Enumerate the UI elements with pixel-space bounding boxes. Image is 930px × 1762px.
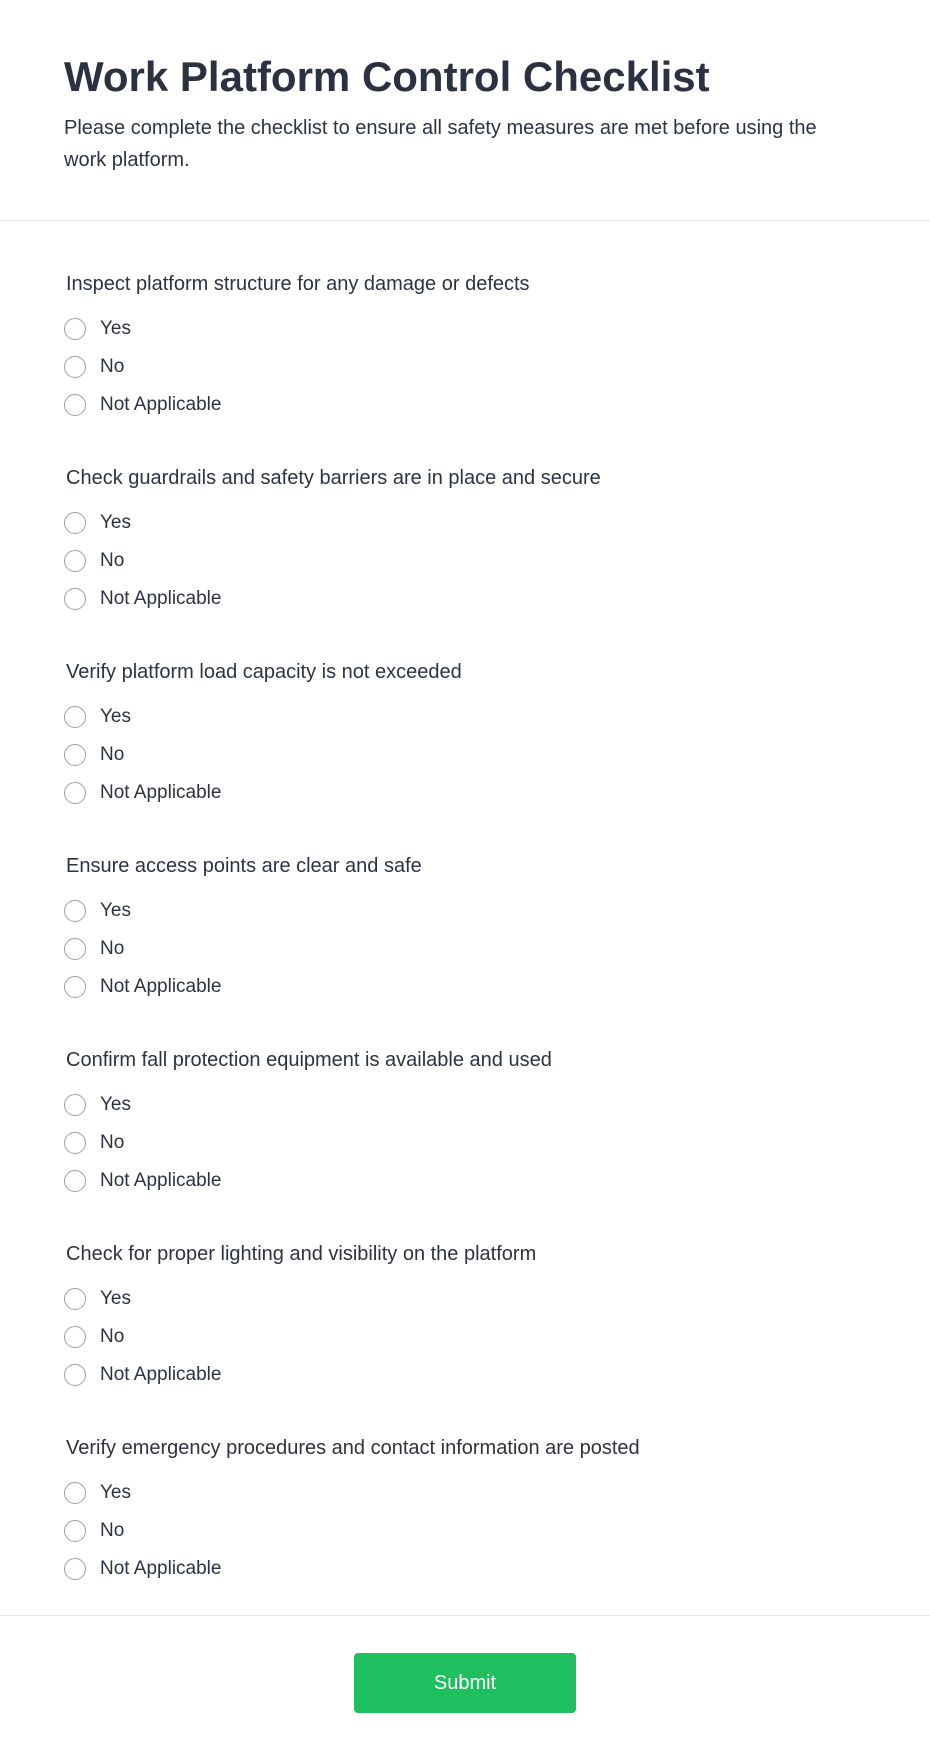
radio-option[interactable] [64,968,864,1006]
radio-option[interactable] [64,1086,864,1124]
radio-button[interactable] [64,1132,86,1154]
radio-option[interactable] [64,1474,864,1512]
radio-button[interactable] [64,588,86,610]
radio-option[interactable] [64,1512,864,1550]
radio-option-label: No [100,1326,125,1347]
radio-button[interactable] [64,1558,86,1580]
radio-option-label: Yes [100,1482,131,1503]
radio-button[interactable] [64,1326,86,1348]
radio-option[interactable] [64,1124,864,1162]
radio-option-label: Not Applicable [100,1364,222,1385]
question-label: Check for proper lighting and visibility on the platform [66,1243,537,1265]
radio-option-label: No [100,550,125,571]
radio-option[interactable] [64,386,864,424]
form-footer [0,1653,930,1713]
radio-button[interactable] [64,1482,86,1504]
radio-option[interactable] [64,1280,864,1318]
radio-option-label: Not Applicable [100,782,222,803]
checklist-question [64,1432,864,1626]
radio-option[interactable] [64,892,864,930]
radio-option[interactable] [64,698,864,736]
radio-button[interactable] [64,1364,86,1386]
radio-option[interactable] [64,736,864,774]
radio-option[interactable] [64,774,864,812]
radio-option-label: No [100,1132,125,1153]
question-label: Check guardrails and safety barriers are in place and secure [66,467,601,489]
radio-button[interactable] [64,900,86,922]
radio-option-label: Not Applicable [100,976,222,997]
checklist-question [64,268,864,462]
radio-option-label: Not Applicable [100,394,222,415]
checklist-questions [64,268,864,1626]
checklist-question [64,656,864,850]
form-header [0,0,930,170]
radio-button[interactable] [64,1520,86,1542]
radio-option[interactable] [64,348,864,386]
radio-option-label: No [100,938,125,959]
radio-option-label: Yes [100,512,131,533]
question-label: Verify emergency procedures and contact information are posted [66,1437,640,1459]
radio-option-label: Yes [100,900,131,921]
radio-option-label: Not Applicable [100,1558,222,1579]
radio-option[interactable] [64,310,864,348]
radio-button[interactable] [64,782,86,804]
page-title: Work Platform Control Checklist [64,53,710,100]
question-label: Inspect platform structure for any damage or defects [66,273,530,295]
radio-option-label: Not Applicable [100,588,222,609]
radio-option-label: Yes [100,1094,131,1115]
submit-button[interactable]: Submit [354,1653,576,1713]
radio-option-label: Yes [100,706,131,727]
header-divider [0,220,930,221]
radio-option[interactable] [64,1550,864,1588]
radio-option-label: Yes [100,1288,131,1309]
radio-button[interactable] [64,512,86,534]
radio-option[interactable] [64,542,864,580]
radio-option-label: Yes [100,318,131,339]
page-subtitle: Please complete the checklist to ensure all safety measures are met before using the work platform. [64,117,817,171]
radio-option-label: No [100,356,125,377]
radio-option[interactable] [64,1318,864,1356]
radio-button[interactable] [64,938,86,960]
radio-option[interactable] [64,504,864,542]
radio-button[interactable] [64,706,86,728]
radio-button[interactable] [64,1288,86,1310]
checklist-question [64,850,864,1044]
radio-button[interactable] [64,744,86,766]
checklist-question [64,1044,864,1238]
radio-button[interactable] [64,394,86,416]
checklist-question [64,1238,864,1432]
radio-button[interactable] [64,550,86,572]
radio-option[interactable] [64,1356,864,1394]
question-label: Verify platform load capacity is not exceeded [66,661,462,683]
radio-button[interactable] [64,976,86,998]
question-label: Confirm fall protection equipment is available and used [66,1049,552,1071]
radio-button[interactable] [64,318,86,340]
checklist-question [64,462,864,656]
radio-option[interactable] [64,930,864,968]
radio-option[interactable] [64,1162,864,1200]
radio-option-label: No [100,1520,125,1541]
question-label: Ensure access points are clear and safe [66,855,422,877]
radio-button[interactable] [64,356,86,378]
radio-option-label: No [100,744,125,765]
radio-button[interactable] [64,1094,86,1116]
radio-option-label: Not Applicable [100,1170,222,1191]
footer-divider [0,1615,930,1616]
radio-button[interactable] [64,1170,86,1192]
radio-option[interactable] [64,580,864,618]
